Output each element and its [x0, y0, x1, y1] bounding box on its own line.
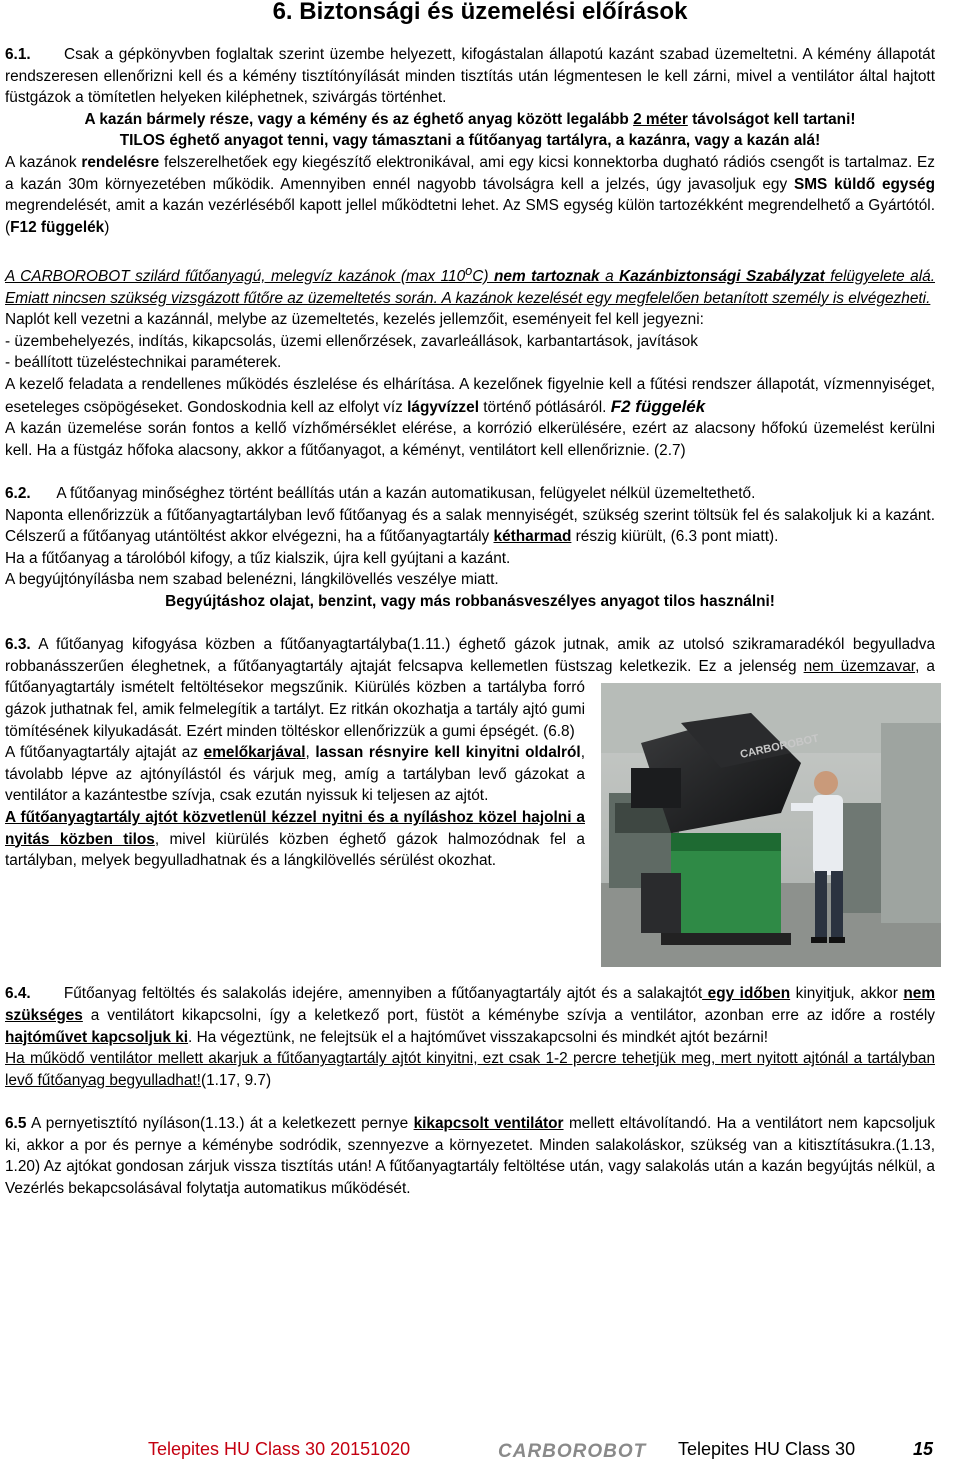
- warning-prohibited: TILOS éghető anyagot tenni, vagy támasztani a fűtőanyag tartályra, a kazánra, vagy a kazán alá!: [119, 132, 821, 150]
- body-text: [5, 44, 935, 1199]
- warning-distance: A kazán bármely része, vagy a kémény és az éghető anyag között legalább 2 méter távolságot kell tartani!: [84, 110, 856, 128]
- paragraph-6-1: 6.1. Csak a gépkönyvben foglaltak szerint üzembe helyezett, kifogástalan állapotú kazánt szabad üzemeltetni. A kémény állapotát rendszeresen ellenőrizni kell és a kémény tisztítónyílását minden tisztítás után légmentesen le kell zárni, mivel a ventilátor által hajtott füstgázok a tömítetlen helyeken kiléphetnek, szivárgás történhet.: [5, 46, 935, 107]
- footer-doc-name: Telepites HU Class 30: [678, 1439, 856, 1459]
- paragraph-fire-out: Ha a fűtőanyag a tárolóból kifogy, a tűz kialszik, újra kell gyújtani a kazánt.: [5, 549, 511, 567]
- page-number: 15: [913, 1439, 934, 1459]
- paragraph-6-4: 6.4. Fűtőanyag feltöltés és salakolás idejére, amennyiben a fűtőanyagtartály ajtót és a salakajtót egy időben kinyitjuk, akkor nem szükséges a ventilátort kikapcsolni, így a keletkező port, füstöt a kéménybe szívja a ventilátor, azonban erre az időre a rostély hajtóművet kapcsoljuk ki. Ha végeztünk, ne felejtsük el a hajtóművet visszakapcsolni és mindkét ajtót bezárni!: [5, 985, 936, 1046]
- paragraph-6-3: 6.3. A fűtőanyag kifogyása közben a fűtőanyagtartályba(1.11.) éghető gázok jutnak, amik az utolsó szikramaradékól begyulladva robbanásszerűen éleghetnek, a fűtőanyagtartály ajtaját felcsapva kellemetlen füstszag keletkezik. Ez a jelenség CARBOROBOT nem üzemzavar, a fűtőanyagtartály ismételt feltöltésekor megszűnik. Kiürülés közben a tartályba forró gázok juthatnak fel, amik felmelegítik a tartályt. Ez ritkán okozhatja a tartály ajtó gumi tömítésének kilyukadását. Ezért minden töltéskor ellenőrizzük a gumi épségét. (6.8): [5, 634, 935, 742]
- footer-doc-id: Telepites HU Class 30 20151020: [148, 1439, 411, 1459]
- warning-flammables: Begyújtáshoz olajat, benzint, vagy más robbanásveszélyes anyagot tilos használni!: [165, 592, 775, 610]
- machine-label: CARBOROBOT: [739, 732, 820, 762]
- paragraph-log: Naplót kell vezetni a kazánnál, melybe az üzemeltetés, kezelés jellemzőit, eseményeit fel kell jegyezni:: [5, 311, 704, 329]
- paragraph-temperature: A kazán üzemelése során fontos a kellő vízhőmérséklet elérése, a korrózió elkerülésére, ezért az alacsony hőfokú üzemelést kerülni kell. Ha a füstgáz hőfoka alacsony, akkor a fűtőanyagot, a kéményt, ventilátort kell ellenőriznie. (2.7): [5, 420, 935, 459]
- paragraph-6-5: 6.5 A pernyetisztító nyíláson(1.13.) át a keletkezett pernye kikapcsolt ventilátor mellett eltávolítandó. Ha a ventilátort nem kapcsoljuk ki, akkor a por és pernye a kéménybe sodródik, szennyezve a környezetet. Minden salakoláskor, szükség van a kitisztításukra.(1.13, 1.20) Az ajtókat gondosan zárjuk vissza tisztítás után! A fűtőanyagtartály feltöltése után, vagy salakolás után a kazán begyújtás nélkül, a Vezérlés bekapcsolásával folytatja automatikus működését.: [5, 1114, 936, 1197]
- paragraph-6-2: 6.2. A fűtőanyag minőséghez történt beállítás után a kazán automatikusan, felügyelet nélkül üzemeltethető.: [5, 485, 756, 502]
- paragraph-regulation: A CARBOROBOT szilárd fűtőanyagú, melegvíz kazánok (max 110$^o$C) nem tartoznak a Kazánbiztonsági Szabályzat felügyelete alá. Emiatt nincsen szükség vizsgázott fűtőre az üzemeltetés során. A kazánok kezelését egy megfelelően betanított személy is elvégezheti.: [5, 262, 935, 307]
- list-item: - üzembehelyezés, indítás, kikapcsolás, üzemi ellenőrzések, zavarleállások, karbantartások, javítások: [5, 332, 698, 350]
- paragraph-refill: Naponta ellenőrizzük a fűtőanyagtartályban levő fűtőanyag és a salak mennyiségét, szükség szerint töltsük fel és salakoljuk ki a kazánt. Célszerű a fűtőanyag utántöltést akkor elvégezni, ha a fűtőanyagtartály kétharmad részig kiürült, (6.3 pont miatt).: [5, 506, 935, 546]
- photo-illustration: [601, 683, 941, 967]
- section-title: 6. Biztonsági és üzemelési előírások: [272, 0, 688, 25]
- page-footer: [0, 1437, 960, 1463]
- section-number: 6.1.: [5, 46, 31, 63]
- paragraph-sms-unit: A kazánok rendelésre felszerelhetőek egy kiegészítő elektronikával, ami egy kicsi konnektorba dugható rádiós csengőt is tartalmaz. Ez a kazán 30m környezetében működik. Amennyiben ennél nagyobb távolságra kell a jelzés, úgy javasoljuk egy SMS küldő egység megrendelését, amit a kazán vezérléséből kapott jellel működtetni lehet. Az SMS egység külön tartozékként megrendelhető a Gyártótól. (F12 függelék): [5, 153, 935, 236]
- boiler-photo: [601, 683, 941, 967]
- svg-text:CARBOROBOT: CARBOROBOT: [498, 1441, 647, 1462]
- paragraph-ignition-hole: A begyújtónyílásba nem szabad belenézni, lángkilövellés veszélye miatt.: [5, 571, 499, 589]
- list-item: - beállított tüzeléstechnikai paraméterek.: [5, 354, 282, 372]
- carborobot-logo: [498, 1437, 648, 1463]
- paragraph-operator: A kezelő feladata a rendellenes működés észlelése és elhárítása. A kezelőnek figyelnie kell a fűtési rendszer állapotát, vízmennyiséget, eseteleges csöpögéseket. Gondoskodnia kell az elfolyt víz lágyvízzel történő pótlásáról. F2 függelék: [5, 376, 935, 416]
- paragraph-fan-warning: Ha működő ventilátor mellett akarjuk a fűtőanyagtartály ajtót kinyitni, ezt csak 1-2 percre tehetjük meg, mert nyitott ajtónál a tartályban levő fűtőanyag begyulladhat!(1.17, 9.7): [5, 1050, 935, 1089]
- footer-logo: [498, 1437, 648, 1468]
- paragraph-hopper-door: A fűtőanyagtartály ajtaját az emelőkarjával, lassan résnyire kell kinyitni oldalról, távolabb lépve az ajtónyílástól és várjuk meg, amíg a tartályban levő gázokat a ventilátor a kazántestbe szívja, csak ezután nyissuk ki teljesen az ajtót.: [5, 744, 585, 805]
- paragraph-hopper-warning: A fűtőanyagtartály ajtót közvetlenül kézzel nyitni és a nyíláshoz közel hajolni a nyitás közben tilos, mivel kiürülés közben éghető gázok halmozódnak fel a tartályban, melyek begyulladhatnak és a lángkilövellés sérülést okozhat.: [5, 808, 585, 870]
